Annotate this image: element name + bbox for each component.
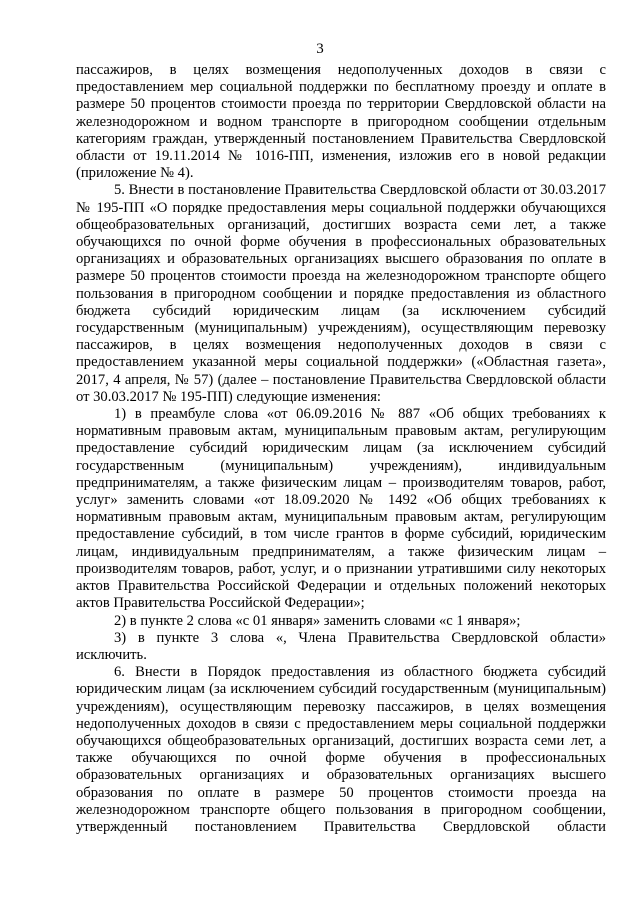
paragraph-subitem-1: 1) в преамбуле слова «от 06.09.2016 № 887 «Об общих требованиях к нормативным правовым актам, муниципальным правовым актам, регулирующим предоставление субсидий юридическим лицам (за исключением субсидий государственным (муниципальным) учреждениям), индивидуальным предпринимателям, а также физическим лицам – производителям товаров, работ, услуг» заменить словами «от 18.09.2020 № 1492 «Об общих требованиях к нормативным правовым актам, муниципальным правовым актам, регулирующим предоставление субсидий, в том числе грантов в форме субсидий, юридическим лицам, индивидуальным предпринимателям, а также физическим лицам – производителям товаров, работ, услуг, и о признании утратившими силу некоторых актов Правительства Российской Федерации и отдельных положений некоторых актов Правительства Российской Федерации»; [76, 406, 606, 612]
paragraph-item-6: 6. Внести в Порядок предоставления из областного бюджета субсидий юридическим лицам (за исключением субсидий государственным (муниципальным) учреждениям), осуществляющим перевозку пассажиров, в целях возмещения недополученных доходов в связи с предоставлением меры социальной поддержки обучающихся общеобразовательных организаций, достигших возраста семи лет, а также обучающихся по очной форме обучения в профессиональных образовательных организациях и образовательных организациях высшего образования по оплате в размере 50 процентов стоимости проезда на железнодорожном транспорте общего пользования в пригородном сообщении, утвержденный постановлением Правительства Свердловской области [76, 664, 606, 835]
page-number: 3 [316, 41, 324, 57]
document-body [76, 62, 606, 836]
paragraph-subitem-3: 3) в пункте 3 слова «, Члена Правительства Свердловской области» исключить. [76, 629, 606, 663]
paragraph-item-5: 5. Внести в постановление Правительства Свердловской области от 30.03.2017 № 195-ПП «О порядке предоставления меры социальной поддержки обучающихся общеобразовательных организаций, достигших возраста семи лет, а также обучающихся по очной форме обучения в профессиональных образовательных организациях и образовательных организациях высшего образования по оплате в размере 50 процентов стоимости проезда на железнодорожном транспорте общего пользования в пригородном сообщении и порядке предоставления из областного бюджета субсидий юридическим лицам (за исключением субсидий государственным (муниципальным) учреждениям), осуществляющим перевозку пассажиров, в целях возмещения недополученных доходов в связи с предоставлением указанной меры социальной поддержки» («Областная газета», 2017, 4 апреля, № 57) (далее – постановление Правительства Свердловской области от 30.03.2017 № 195-ПП) следующие изменения: [76, 182, 606, 405]
paragraph-continuation: пассажиров, в целях возмещения недополученных доходов в связи с предоставлением мер социальной поддержки по бесплатному проезду и оплате в размере 50 процентов стоимости проезда по территории Свердловской области на железнодорожном и водном транспорте в пригородном сообщении отдельным категориям граждан, утвержденный постановлением Правительства Свердловской области от 19.11.2014 № 1016-ПП, изменения, изложив его в новой редакции (приложение № 4). [76, 62, 606, 182]
paragraph-subitem-2: 2) в пункте 2 слова «с 01 января» заменить словами «с 1 января»; [114, 612, 521, 629]
